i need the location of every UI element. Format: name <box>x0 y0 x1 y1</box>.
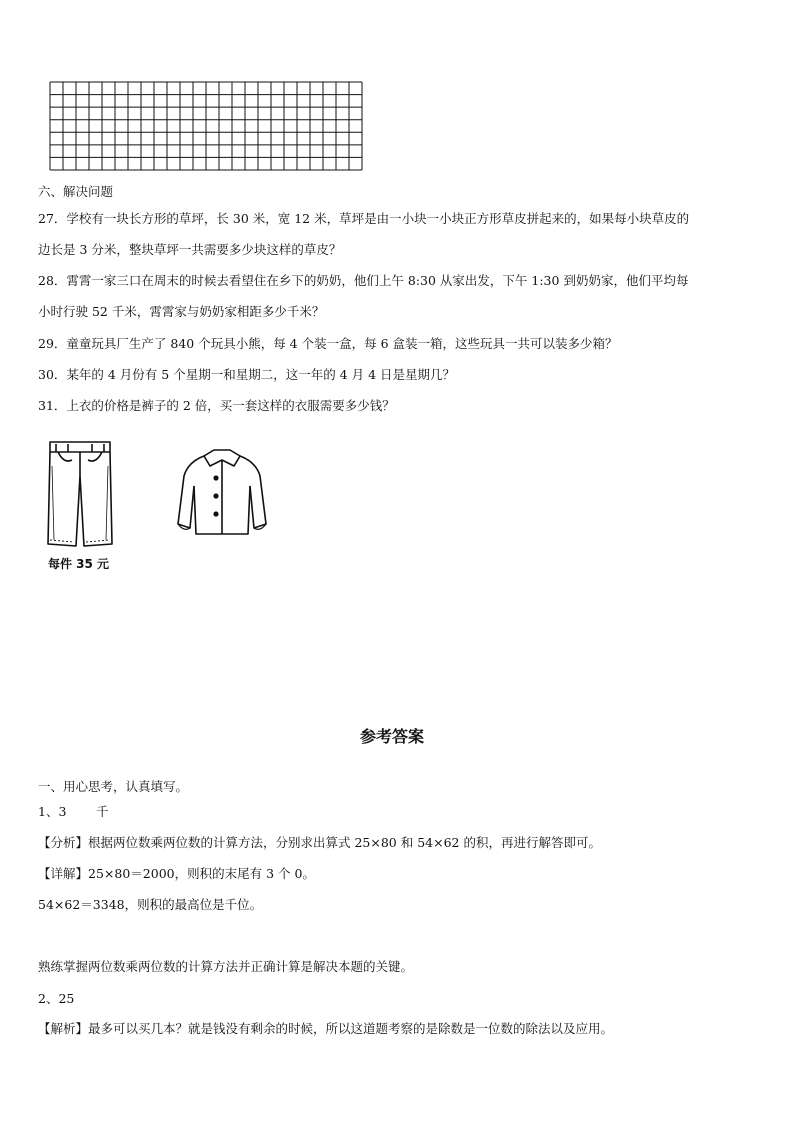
answer-1-line3: 54×62＝3348，则积的最高位是千位。 <box>38 897 263 912</box>
pants-icon <box>42 436 118 554</box>
question-28-line1: 28．霄霄一家三口在周末的时候去看望住在乡下的奶奶，他们上午 8:30 从家出发，下午 1:30 到奶奶家，他们平均每 <box>38 273 689 288</box>
question-29: 29．童童玩具厂生产了 840 个玩具小熊，每 4 个装一盒，每 6 盒装一箱，这些玩具一共可以装多少箱？ <box>38 336 618 351</box>
answers-section-heading: 一、用心思考，认真填写。 <box>38 779 189 794</box>
answer-1-summary: 熟练掌握两位数乘两位数的计算方法并正确计算是解决本题的关键。 <box>38 959 414 974</box>
shirt-icon <box>174 446 270 540</box>
answer-1-detail: 【详解】25×80＝2000，则积的末尾有 3 个 0。 <box>38 866 315 881</box>
answer-2-analysis: 【解析】最多可以买几本？就是钱没有剩余的时候，所以这道题考察的是除数是一位数的除法以及应用。 <box>38 1021 614 1036</box>
answer-2-number: 2、25 <box>38 991 75 1006</box>
section-heading: 六、解决问题 <box>38 184 114 199</box>
question-27-line1: 27．学校有一块长方形的草坪，长 30 米，宽 12 米，草坪是由一小块一小块正方形草皮拼起来的，如果每小块草皮的 <box>38 211 690 226</box>
answer-1-analysis: 【分析】根据两位数乘两位数的计算方法，分别求出算式 25×80 和 54×62 的积，再进行解答即可。 <box>38 835 601 850</box>
answers-title: 参考答案 <box>360 727 425 746</box>
answer-1-value-2: 千 <box>96 804 109 819</box>
pants-price-label: 每件 35 元 <box>48 557 110 571</box>
drawing-grid <box>48 80 364 172</box>
answer-1-number: 1、3 <box>38 804 67 819</box>
question-31: 31．上衣的价格是裤子的 2 倍，买一套这样的衣服需要多少钱？ <box>38 398 395 413</box>
question-30: 30．某年的 4 月份有 5 个星期一和星期二，这一年的 4 月 4 日是星期几？ <box>38 367 456 382</box>
question-27-line2: 边长是 3 分米，整块草坪一共需要多少块这样的草皮？ <box>38 242 342 257</box>
question-28-line2: 小时行驶 52 千米，霄霄家与奶奶家相距多少千米？ <box>38 304 325 319</box>
